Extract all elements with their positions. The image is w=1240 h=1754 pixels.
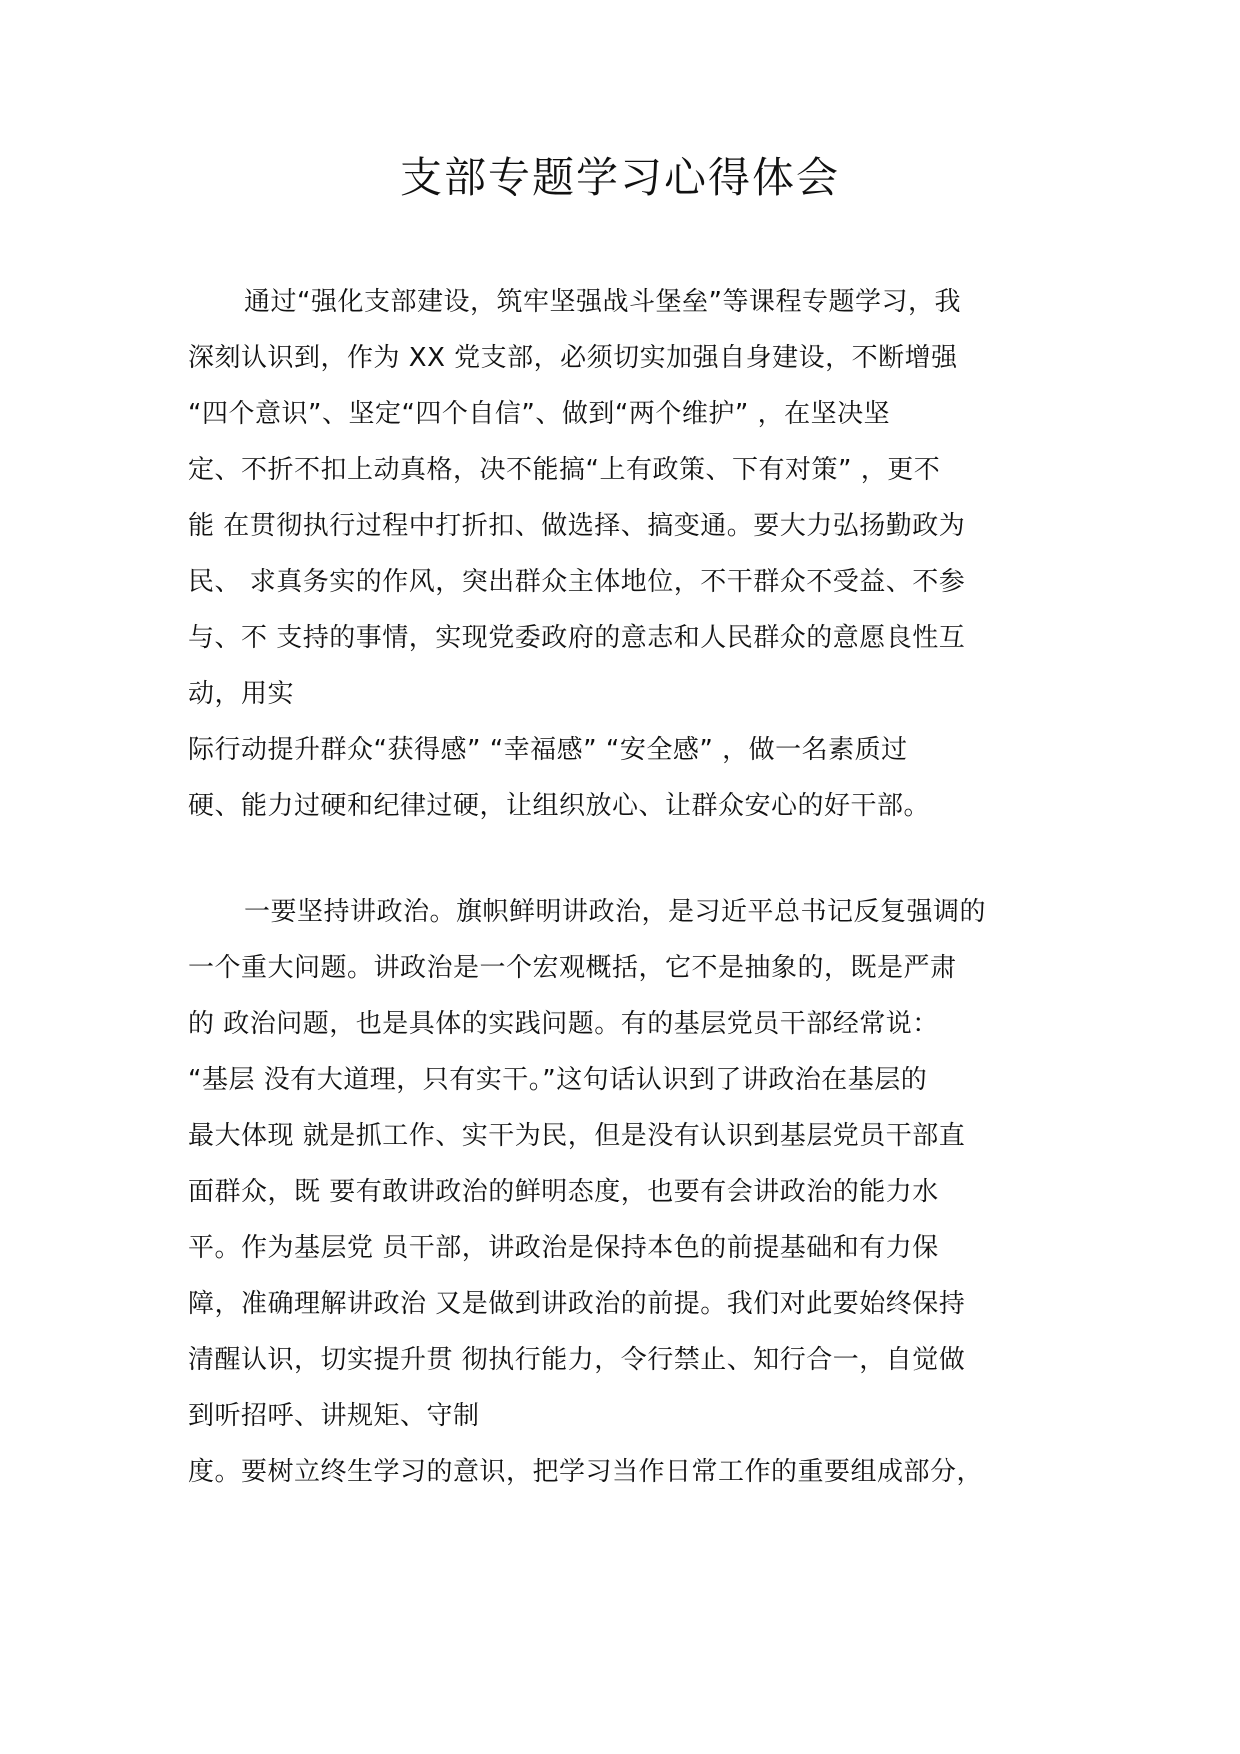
paragraph-politics (188, 884, 1068, 1500)
text-line: 最大体现 就是抓工作、实干为民，但是没有认识到基层党员干部直 (188, 1121, 966, 1151)
text-line: 能 在贯彻执行过程中打折扣、做选择、搞变通。要大力弘扬勤政为 (188, 511, 966, 541)
text-line: 动，用实 (188, 679, 295, 709)
paragraph-intro (188, 274, 1068, 834)
text-line: 际行动提升群众“获得感” “幸福感” “安全感” ，做一名素质过 (188, 735, 908, 765)
text-line: “基层 没有大道理，只有实干。”这句话认识到了讲政治在基层的 (188, 1065, 928, 1095)
text-line: 通过“强化支部建设，筑牢坚强战斗堡垒”等课程专题学习，我 (244, 287, 961, 317)
text-line: “四个意识”、坚定“四个自信”、做到“两个维护” ，在坚决坚 (188, 399, 891, 429)
text-line: 度。要树立终生学习的意识，把学习当作日常工作的重要组成部分， (188, 1457, 984, 1487)
text-line: 一要坚持讲政治。旗帜鲜明讲政治，是习近平总书记反复强调的 (244, 897, 987, 927)
text-line: 定、不折不扣上动真格，决不能搞“上有政策、下有对策” ，更不 (188, 455, 941, 485)
document-title: 支部专题学习心得体会 (399, 153, 840, 202)
text-line: 障，准确理解讲政治 又是做到讲政治的前提。我们对此要始终保持 (188, 1289, 966, 1319)
text-line: 深刻认识到，作为 XX 党支部，必须切实加强自身建设，不断增强 (188, 343, 958, 373)
text-line: 民、 求真务实的作风，突出群众主体地位，不干群众不受益、不参 (188, 567, 966, 597)
text-line: 与、不 支持的事情，实现党委政府的意志和人民群众的意愿良性互 (188, 623, 966, 653)
text-line: 到听招呼、讲规矩、守制 (188, 1401, 480, 1431)
text-line: 面群众，既 要有敢讲政治的鲜明态度，也要有会讲政治的能力水 (188, 1177, 939, 1207)
text-line: 一个重大问题。讲政治是一个宏观概括，它不是抽象的，既是严肃 (188, 953, 957, 983)
text-line: 平。作为基层党 员干部，讲政治是保持本色的前提基础和有力保 (188, 1233, 939, 1263)
text-line: 清醒认识，切实提升贯 彻执行能力，令行禁止、知行合一，自觉做 (188, 1345, 966, 1375)
text-line: 的 政治问题，也是具体的实践问题。有的基层党员干部经常说： (188, 1009, 939, 1039)
text-line: 硬、能力过硬和纪律过硬，让组织放心、让群众安心的好干部。 (188, 791, 931, 821)
